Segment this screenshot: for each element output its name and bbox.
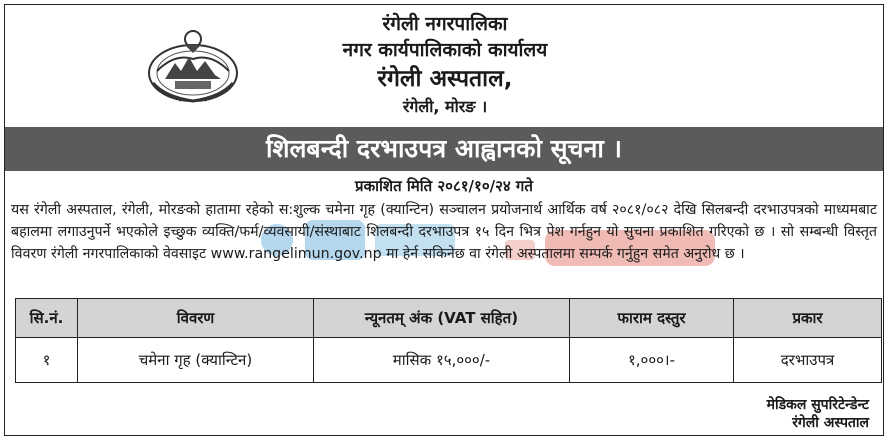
table-row: [16, 338, 882, 383]
column-header-minimum-amount: न्यूनतम् अंक (VAT सहित): [314, 299, 570, 338]
municipality-name: रंगेली नगरपालिका: [382, 13, 508, 35]
cell-type: दरभाउपत्र: [734, 338, 882, 383]
cell-description: चमेना गृह (क्यान्टिन): [78, 338, 314, 383]
signatory-organization: रंगेली अस्पताल: [792, 415, 869, 431]
cell-minimum-amount: मासिक १५,०००/-: [314, 338, 570, 383]
column-header-serial: सि.नं.: [16, 299, 78, 338]
government-emblem-icon: [145, 23, 241, 109]
notice-body: यस रंगेली अस्पताल, रंगेली, मोरङको हातामा रहेको स:शुल्क चमेना गृह (क्यान्टिन) सञ्चालन प्रयोजनार्थ आर्थिक वर्ष २०८१/०८२ देखि सिलबन्दी दरभाउपत्रको माध्यमबाट बहालमा लगाउनुपर्ने भएकोले इच्छुक व्यक्ति/फर्म/व्यवसायी/संस्थाबाट शिलबन्दी दरभाउपत्र १५ दिन भित्र पेश गर्नहुन यो सुचना प्रकाशित गरिएको छ । सो सम्बन्धी विस्तृत विवरण रंगेली नगरपालिकाको वेवसाइट www.rangelimun.gov.np मा हेर्न सकिनेछ वा रंगेली अस्पतालमा सम्पर्क गर्नुहुन समेत अनुरोध छ ।: [11, 202, 877, 262]
cell-form-fee: १,०००।-: [570, 338, 734, 383]
column-header-description: विवरण: [78, 299, 314, 338]
column-header-type: प्रकार: [734, 299, 882, 338]
table-header-row: [16, 299, 882, 338]
signature-block: [767, 396, 869, 432]
notice-header: [5, 5, 883, 127]
hospital-name: रंगेली अस्पताल,: [377, 66, 513, 92]
hospital-address: रंगेली, मोरङ ।: [402, 97, 488, 116]
office-name: नगर कार्यपालिकाको कार्यालय: [342, 39, 548, 61]
tender-notice: [4, 4, 884, 436]
signatory-title: मेडिकल सुपरिटेन्डेन्ट: [766, 397, 869, 413]
office-heading: [265, 11, 625, 119]
notice-title-banner: शिलबन्दी दरभाउपत्र आह्वानको सूचना ।: [5, 127, 883, 171]
publication-date: प्रकाशित मिति २०८१/१०/२४ गते: [355, 177, 533, 195]
tender-table: [15, 298, 882, 383]
cell-serial: १: [16, 338, 78, 383]
column-header-form-fee: फाराम दस्तुर: [570, 299, 734, 338]
tender-table-wrapper: [15, 298, 881, 383]
